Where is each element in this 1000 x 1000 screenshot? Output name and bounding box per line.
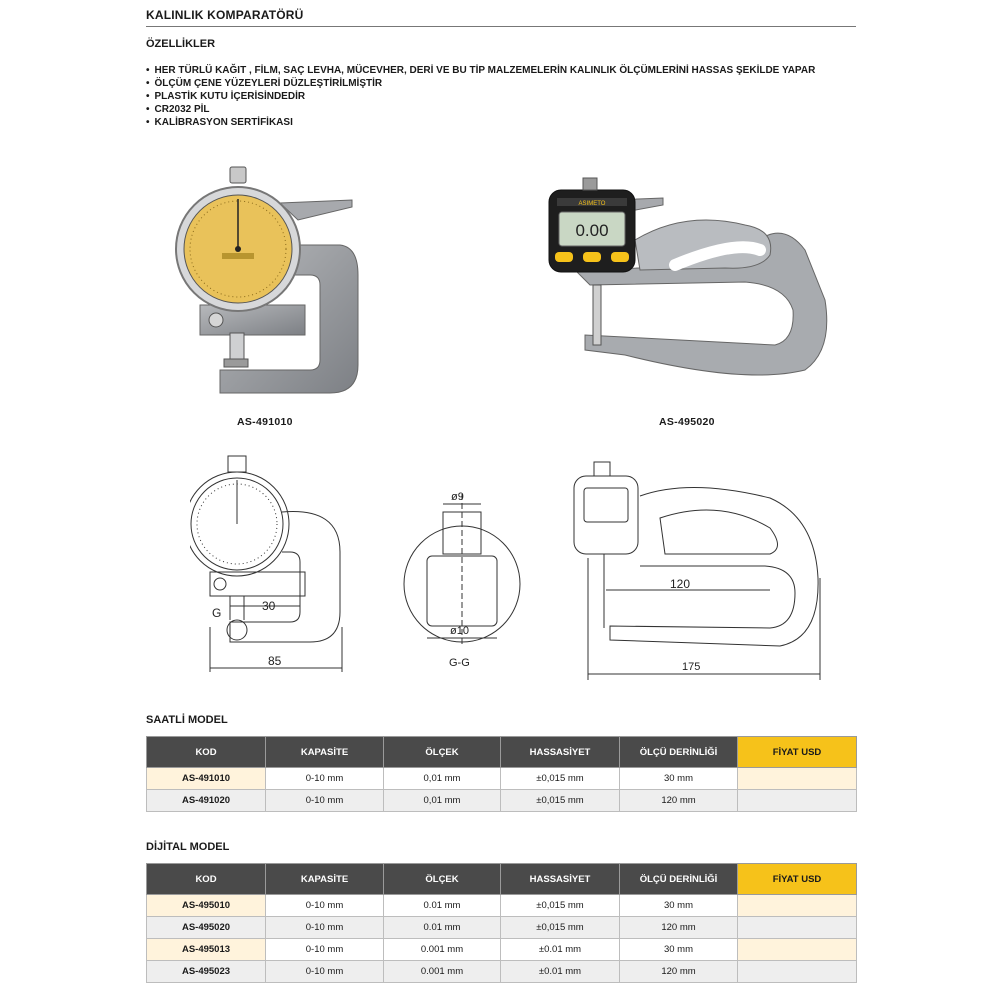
capacity-cell: 0-10 mm [266, 895, 384, 917]
feature-item: • CR2032 PİL [146, 103, 815, 116]
tip-bottom-dimension: ø10 [450, 625, 469, 637]
price-cell [738, 917, 857, 939]
dial-width-dimension: 85 [268, 654, 282, 668]
depth-cell: 120 mm [620, 917, 738, 939]
column-header: ÖLÇÜ DERİNLİĞİ [620, 864, 738, 895]
dial-gauge-photo [170, 165, 370, 405]
saatli-model-table [146, 736, 857, 812]
features-heading: ÖZELLİKLER [146, 38, 216, 50]
accuracy-cell: ±0,015 mm [501, 768, 620, 790]
column-header: KAPASİTE [266, 737, 384, 768]
scale-cell: 0,01 mm [384, 790, 501, 812]
column-header: ÖLÇEK [384, 737, 501, 768]
features-list [146, 64, 815, 129]
section-marker: G [212, 606, 222, 620]
dial-gauge-drawing [190, 452, 360, 682]
table-header-row [147, 864, 857, 895]
column-header-price: FİYAT USD [738, 864, 857, 895]
depth-cell: 30 mm [620, 768, 738, 790]
scale-cell: 0.01 mm [384, 895, 501, 917]
capacity-cell: 0-10 mm [266, 939, 384, 961]
price-cell [738, 790, 857, 812]
capacity-cell: 0-10 mm [266, 768, 384, 790]
column-header-price: FİYAT USD [738, 737, 857, 768]
title-divider [146, 26, 856, 27]
product-code-cell: AS-491020 [147, 790, 266, 812]
column-header: KOD [147, 737, 266, 768]
table-row [147, 895, 857, 917]
depth-cell: 30 mm [620, 895, 738, 917]
accuracy-cell: ±0.01 mm [501, 961, 620, 983]
accuracy-cell: ±0.01 mm [501, 939, 620, 961]
scale-cell: 0.001 mm [384, 961, 501, 983]
dial-depth-dimension: 30 [262, 599, 276, 613]
table-row [147, 939, 857, 961]
feature-item: • ÖLÇÜM ÇENE YÜZEYLERİ DÜZLEŞTİRİLMİŞTİR [146, 77, 815, 90]
dijital-model-table [146, 863, 857, 983]
feature-item: • HER TÜRLÜ KAĞIT , FİLM, SAÇ LEVHA, MÜCEVHER, DERİ VE BU TİP MALZEMELERİN KALINLIK ÖLÇÜMLERİNİ HASSAS ŞEKİLDE YAPAR [146, 64, 815, 77]
page-title: KALINLIK KOMPARATÖRÜ [146, 8, 304, 22]
product-code-cell: AS-491010 [147, 768, 266, 790]
scale-cell: 0.001 mm [384, 939, 501, 961]
digital-display-value: 0.00 [575, 221, 609, 240]
accuracy-cell: ±0,015 mm [501, 895, 620, 917]
dial-product-label: AS-491010 [237, 416, 293, 428]
digital-gauge-photo [545, 170, 845, 390]
column-header: HASSASİYET [501, 864, 620, 895]
table-row [147, 768, 857, 790]
saatli-model-heading: SAATLİ MODEL [146, 714, 228, 726]
column-header: HASSASİYET [501, 737, 620, 768]
column-header: KOD [147, 864, 266, 895]
section-label: G-G [449, 657, 470, 669]
feature-item: • KALİBRASYON SERTİFİKASI [146, 116, 815, 129]
depth-cell: 30 mm [620, 939, 738, 961]
price-cell [738, 895, 857, 917]
dijital-model-heading: DİJİTAL MODEL [146, 841, 230, 853]
product-code-cell: AS-495010 [147, 895, 266, 917]
capacity-cell: 0-10 mm [266, 961, 384, 983]
accuracy-cell: ±0,015 mm [501, 790, 620, 812]
digital-width-dimension: 175 [682, 661, 701, 673]
scale-cell: 0,01 mm [384, 768, 501, 790]
digital-brand-text: ASIMETO [578, 201, 606, 207]
table-header-row [147, 737, 857, 768]
product-code-cell: AS-495023 [147, 961, 266, 983]
capacity-cell: 0-10 mm [266, 790, 384, 812]
product-code-cell: AS-495013 [147, 939, 266, 961]
digital-depth-dimension: 120 [670, 577, 691, 591]
digital-product-label: AS-495020 [659, 416, 715, 428]
feature-item: • PLASTİK KUTU İÇERİSİNDEDİR [146, 90, 815, 103]
table-row [147, 917, 857, 939]
table-row [147, 961, 857, 983]
digital-gauge-drawing [570, 458, 830, 680]
column-header: ÖLÇEK [384, 864, 501, 895]
section-detail-drawing [395, 484, 530, 674]
depth-cell: 120 mm [620, 961, 738, 983]
price-cell [738, 768, 857, 790]
column-header: KAPASİTE [266, 864, 384, 895]
product-code-cell: AS-495020 [147, 917, 266, 939]
scale-cell: 0.01 mm [384, 917, 501, 939]
price-cell [738, 961, 857, 983]
capacity-cell: 0-10 mm [266, 917, 384, 939]
price-cell [738, 939, 857, 961]
tip-top-dimension: ø9 [451, 491, 464, 503]
accuracy-cell: ±0,015 mm [501, 917, 620, 939]
table-row [147, 790, 857, 812]
depth-cell: 120 mm [620, 790, 738, 812]
column-header: ÖLÇÜ DERİNLİĞİ [620, 737, 738, 768]
